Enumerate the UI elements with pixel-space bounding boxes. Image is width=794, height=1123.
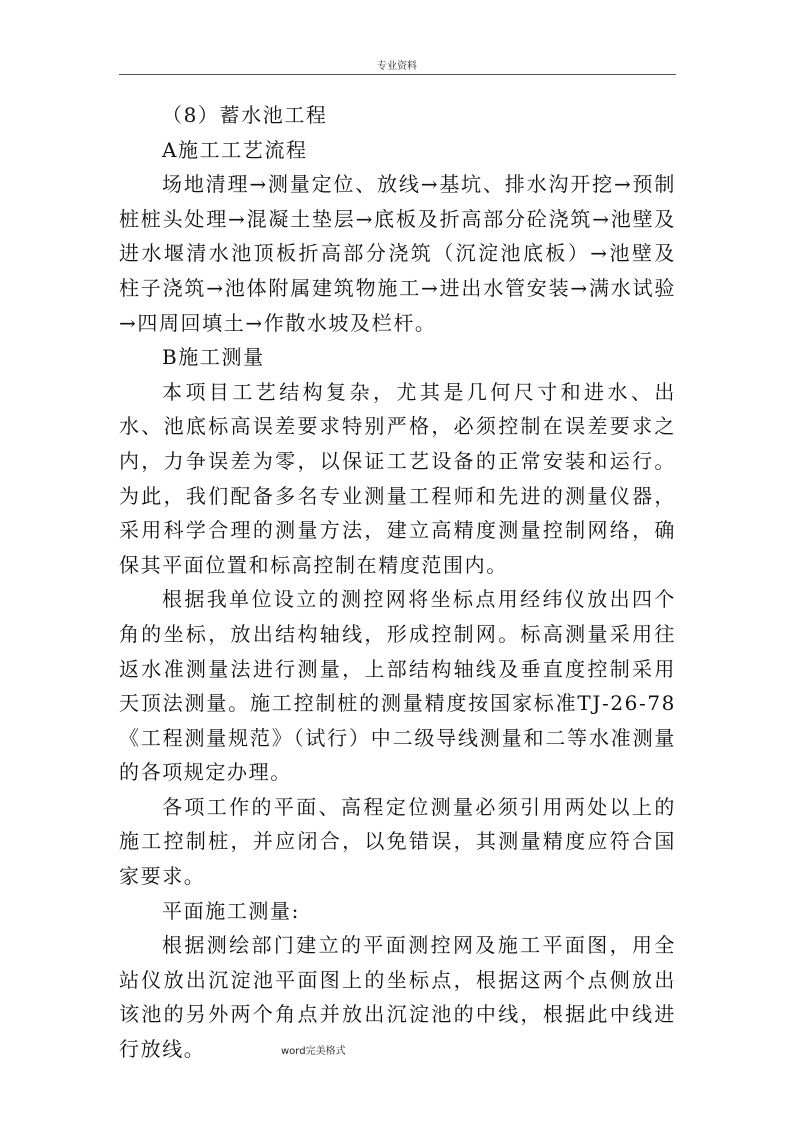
header-divider	[119, 74, 676, 75]
measurement-paragraph-3: 各项工作的平面、高程定位测量必须引用两处以上的施工控制桩，并应闭合，以免错误，其测量精度应符合国家要求。	[119, 794, 676, 889]
measurement-paragraph-2: 根据我单位设立的测控网将坐标点用经纬仪放出四个角的坐标，放出结构轴线，形成控制网。标高测量采用往返水准测量法进行测量，上部结构轴线及垂直度控制采用天顶法测量。施工控制桩的测量精度按国家标准TJ-26-78《工程测量规范》（试行）中二级导线测量和二等水准测量的各项规定办理。	[119, 587, 676, 785]
plane-measurement-paragraph: 根据测绘部门建立的平面测控网及施工平面图，用全站仪放出沉淀池平面图上的坐标点，根据这两个点侧放出该池的另外两个角点并放出沉淀池的中线，根据此中线进行放线。	[119, 933, 676, 1062]
process-flow-paragraph: 场地清理→测量定位、放线→基坑、排水沟开挖→预制桩桩头处理→混凝土垫层→底板及折高部分砼浇筑→池壁及进水堰清水池顶板折高部分浇筑（沉淀池底板）→池壁及柱子浇筑→池体附属建筑物施工→进出水管安装→满水试验→四周回填土→作散水坡及栏杆。	[119, 172, 676, 335]
page-header: 专业资料	[377, 61, 417, 72]
subsection-b-heading: B施工测量	[162, 345, 265, 370]
plane-measurement-heading: 平面施工测量:	[162, 898, 300, 923]
measurement-paragraph-1: 本项目工艺结构复杂，尤其是几何尺寸和进水、出水、池底标高误差要求特别严格，必须控制在误差要求之内，力争误差为零，以保证工艺设备的正常安装和运行。为此，我们配备多名专业测量工程师和先进的测量仪器，采用科学合理的测量方法，建立高精度测量控制网络，确保其平面位置和标高控制在精度范围内。	[119, 379, 676, 577]
subsection-a-heading: A施工工艺流程	[162, 137, 308, 162]
section-heading: （8）蓄水池工程	[162, 103, 328, 127]
document-body	[119, 98, 676, 1067]
page-footer: word完美格式	[281, 1046, 346, 1057]
